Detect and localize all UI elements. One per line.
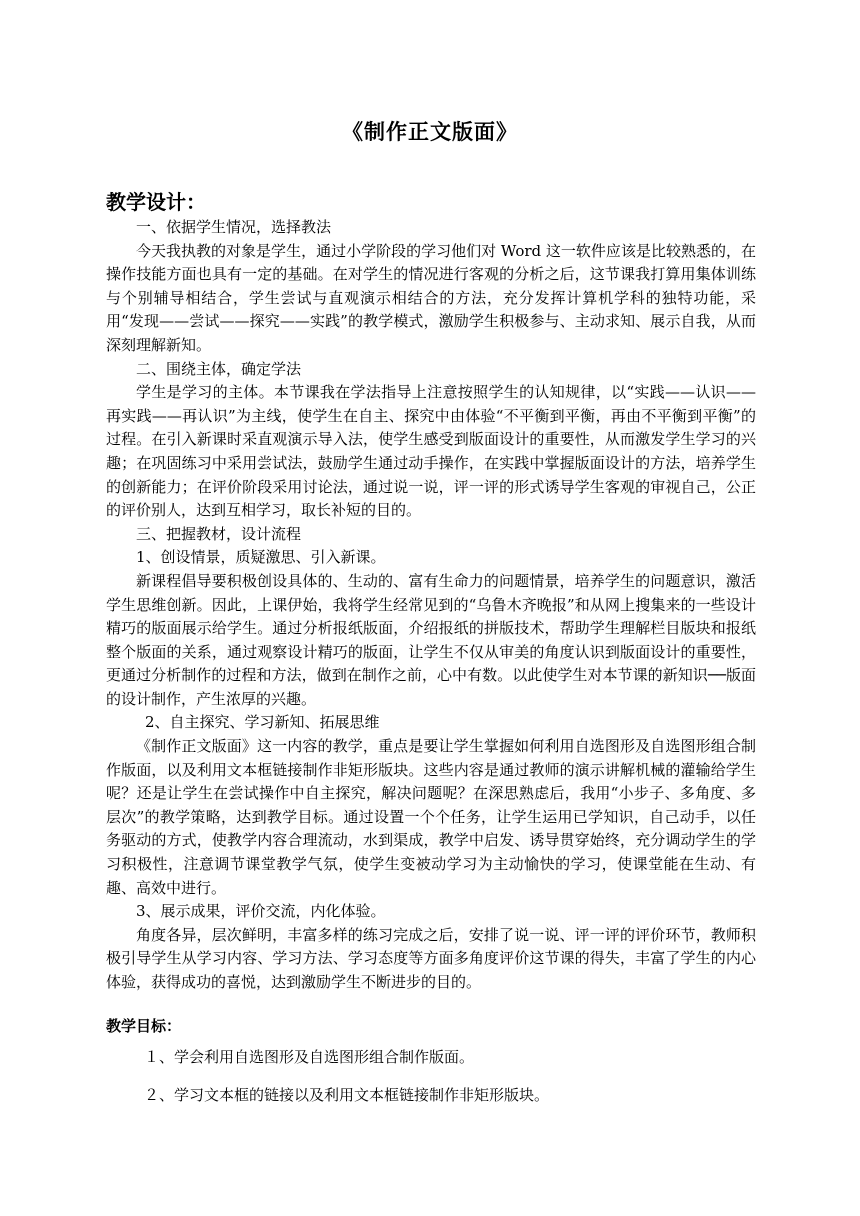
- paragraph: 新课程倡导要积极创设具体的、生动的、富有生命力的问题情景，培养学生的问题意识，激活学生思维创新。因此，上课伊始，我将学生经常见到的“乌鲁木齐晚报”和从网上搜集来的一些设计精巧的版面展示给学生。通过分析报纸版面，介绍报纸的拼版技术，帮助学生理解栏目版块和报纸整个版面的关系，通过观察设计精巧的版面，让学生不仅从审美的角度认识到版面设计的重要性，更通过分析制作的过程和方法，做到在制作之前，心中有数。以此使学生对本节课的新知识──版面的设计制作，产生浓厚的兴趣。: [106, 571, 756, 708]
- section-heading-1: 一、依据学生情况，选择教法: [136, 218, 332, 236]
- document-title: 《制作正文版面》: [342, 120, 518, 144]
- goal-item: ２、学习文本框的链接以及利用文本框链接制作非矩形版块。: [144, 1086, 550, 1104]
- goal-item: １、学会利用自选图形及自选图形组合制作版面。: [144, 1048, 475, 1066]
- teaching-design-heading: 教学设计：: [106, 190, 206, 214]
- subsection-heading-2: 2、自主探究、学习新知、拓展思维: [145, 713, 380, 732]
- paragraph: 今天我执教的对象是学生，通过小学阶段的学习他们对 Word 这一软件应该是比较熟悉的，在操作技能方面也具有一定的基础。在对学生的情况进行客观的分析之后，这节课我打算用集体训练与个别辅导相结合，学生尝试与直观演示相结合的方法，充分发挥计算机学科的独特功能，采用“发现——尝试——探究——实践”的教学模式，激励学生积极参与、主动求知、展示自我，从而深刻理解新知。: [106, 241, 756, 354]
- section-heading-2: 二、围绕主体，确定学法: [136, 359, 302, 378]
- teaching-design-body: [106, 216, 756, 995]
- paragraph: 《制作正文版面》这一内容的教学，重点是要让学生掌握如何利用自选图形及自选图形组合制作版面，以及利用文本框链接制作非矩形版块。这些内容是通过教师的演示讲解机械的灌输给学生呢？还是让学生在尝试操作中自主探究，解决问题呢？在深思熟虑后，我用“小步子、多角度、多层次”的教学策略，达到教学目标。通过设置一个个任务，让学生运用已学知识，自己动手，以任务驱动的方式，使教学内容合理流动，水到渠成，教学中启发、诱导贯穿始终，充分调动学生的学习积极性，注意调节课堂教学气氛，使学生变被动学习为主动愉快的学习，使课堂能在生动、有趣、高效中进行。: [106, 737, 756, 897]
- paragraph: 学生是学习的主体。本节课我在学法指导上注意按照学生的认知规律，以“实践——认识——再实践——再认识”为主线，使学生在自主、探究中由体验“不平衡到平衡，再由不平衡到平衡”的过程。在引入新课时采直观演示导入法，使学生感受到版面设计的重要性，从而激发学生学习的兴趣；在巩固练习中采用尝试法，鼓励学生通过动手操作，在实践中掌握版面设计的方法，培养学生的创新能力；在评价阶段采用讨论法，通过说一说，评一评的形式诱导学生客观的审视自己，公正的评价别人，达到互相学习，取长补短的目的。: [106, 383, 756, 520]
- section-heading-3: 三、把握教材，设计流程: [136, 524, 302, 543]
- teaching-goals-heading: 教学目标：: [106, 1017, 182, 1035]
- paragraph: 角度各异，层次鲜明，丰富多样的练习完成之后，安排了说一说、评一评的评价环节，教师积极引导学生从学习内容、学习方法、学习态度等方面多角度评价这节课的得失，丰富了学生的内心体验，获得成功的喜悦，达到激励学生不断进步的目的。: [106, 925, 756, 991]
- subsection-heading-3: 3、展示成果，评价交流，内化体验。: [136, 902, 386, 921]
- subsection-heading-1: 1、创设情景，质疑激思、引入新课。: [136, 548, 386, 567]
